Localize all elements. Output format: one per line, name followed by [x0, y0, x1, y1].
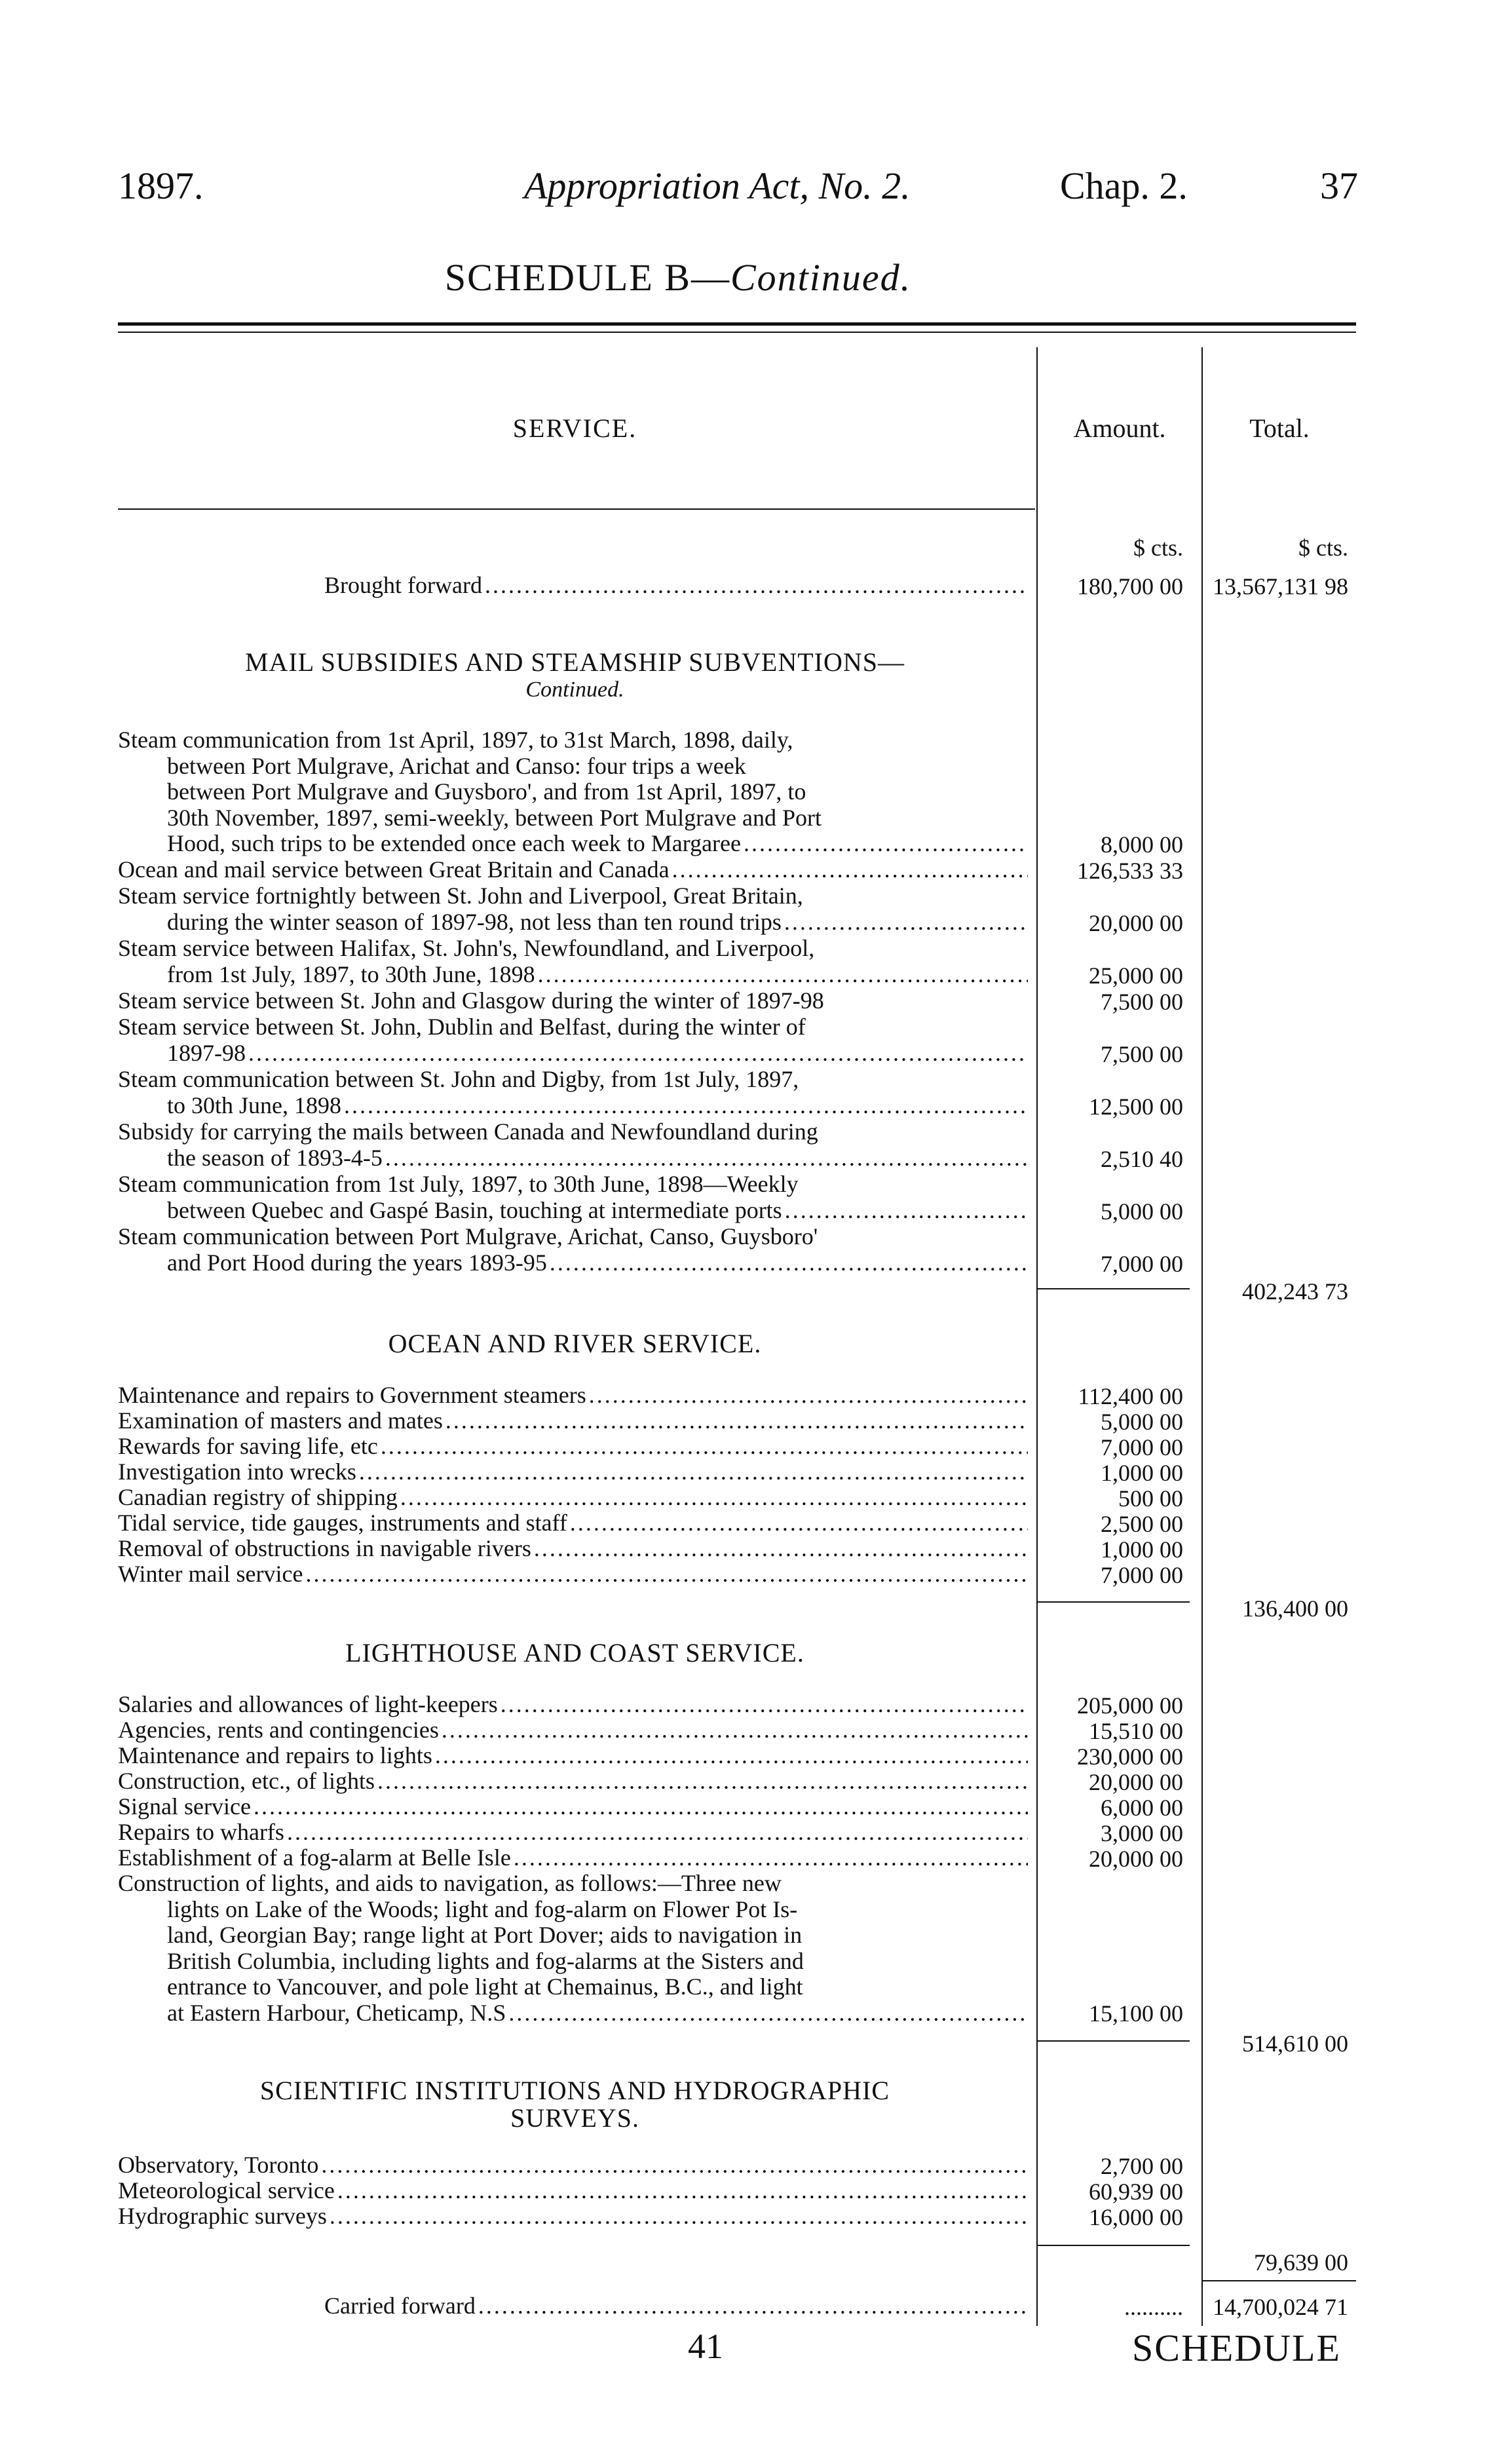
brought-forward-row: [118, 573, 1032, 599]
entry-line: Steam communication between St. John and Digby, from 1st July, 1897,: [118, 1066, 799, 1092]
section-total: 79,639 00: [1254, 2249, 1348, 2276]
entry-amount: 16,000 00: [1089, 2204, 1183, 2230]
entry-amount: 25,000 00: [1089, 963, 1183, 989]
entry-line: Repairs to wharfs: [118, 1819, 284, 1845]
section-title-text: OCEAN AND RIVER SERVICE.: [388, 1329, 762, 1358]
list-item: [118, 1119, 1032, 1171]
column-rule-amount: [1036, 347, 1038, 2326]
entry-amount: 1,000 00: [1101, 1536, 1183, 1563]
entry-line: and Port Hood during the years 1893-95: [167, 1249, 547, 1276]
entry-amount: 7,500 00: [1101, 1041, 1183, 1067]
entry-line: Salaries and allowances of light-keepers: [118, 1691, 498, 1717]
entry-line: Meteorological service: [118, 2177, 335, 2203]
entry-amount: 7,000 00: [1101, 1251, 1183, 1277]
entry-amount: 5,000 00: [1101, 1409, 1183, 1435]
carried-forward-amount: ..........: [1124, 2294, 1183, 2320]
top-rule-thin: [118, 332, 1356, 333]
entry-amount: 500 00: [1118, 1485, 1183, 1512]
section-subtitle: Continued.: [525, 677, 624, 702]
heading-rule: [118, 508, 1035, 510]
list-item: [118, 1382, 1032, 1409]
header-year: 1897.: [118, 164, 204, 207]
list-item: [118, 883, 1032, 935]
subtotal-rule: [1038, 1288, 1190, 1289]
entry-line: Steam communication between Port Mulgrave, Arichat, Canso, Guysboro': [118, 1223, 818, 1249]
entry-amount: 1,000 00: [1101, 1460, 1183, 1486]
total-rule: [1203, 2280, 1356, 2281]
list-item: [118, 1794, 1032, 1820]
entry-line: Canadian registry of shipping: [118, 1484, 398, 1510]
entry-line: Construction of lights, and aids to navigation, as follows:—Three new: [118, 1870, 782, 1896]
brought-forward-total: 13,567,131 98: [1213, 573, 1348, 600]
entry-line: Steam communication from 1st April, 1897, to 31st March, 1898, daily,: [118, 727, 793, 753]
subtotal-rule: [1038, 2245, 1190, 2246]
subtotal-rule: [1038, 1601, 1190, 1603]
entry-line: 1897-98: [167, 1039, 246, 1066]
entry-amount: 7,000 00: [1101, 1434, 1183, 1460]
entry-line: Investigation into wrecks: [118, 1458, 356, 1485]
section-title-ocean-river: [118, 1330, 1032, 1358]
entry-line: British Columbia, including lights and fog-alarms at the Sisters and: [167, 1947, 804, 1974]
entry-line: Steam communication from 1st July, 1897, to 30th June, 1898—Weekly: [118, 1171, 799, 1197]
carried-forward-label: Carried forward: [324, 2293, 476, 2319]
entry-line: Steam service between St. John, Dublin and Belfast, during the winter of: [118, 1014, 806, 1040]
brought-forward-label: Brought forward: [324, 572, 482, 598]
entry-amount: 7,500 00: [1101, 989, 1183, 1015]
entry-line: Rewards for saving life, etc: [118, 1433, 378, 1459]
brought-forward-amount: 180,700 00: [1077, 573, 1183, 600]
entry-amount: 5,000 00: [1101, 1198, 1183, 1225]
entry-amount: 60,939 00: [1089, 2179, 1183, 2205]
entry-line: between Port Mulgrave, Arichat and Canso: four trips a week: [167, 752, 746, 779]
list-item: [118, 1434, 1032, 1460]
entry-line: Hydrographic surveys: [118, 2203, 327, 2229]
entry-line: Steam service between St. John and Glasgow during the winter of 1897-98: [118, 987, 824, 1014]
catchword: SCHEDULE: [1132, 2327, 1341, 2369]
section-title-text: SURVEYS.: [510, 2103, 640, 2133]
amount-units: $ cts.: [1133, 535, 1183, 561]
entry-amount: 3,000 00: [1101, 1820, 1183, 1846]
entry-line: from 1st July, 1897, to 30th June, 1898: [167, 961, 535, 987]
entry-line: Tidal service, tide gauges, instruments and staff: [118, 1510, 567, 1536]
entry-amount: 20,000 00: [1089, 1769, 1183, 1795]
list-item: [118, 1014, 1032, 1066]
section-title-mail-subsidies: [118, 649, 1032, 704]
entry-line: Construction, etc., of lights: [118, 1768, 375, 1794]
entry-amount: 2,700 00: [1101, 2153, 1183, 2179]
entry-amount: 7,000 00: [1101, 1562, 1183, 1588]
page-number: 37: [1320, 164, 1358, 207]
entry-line: between Quebec and Gaspé Basin, touching at intermediate ports: [167, 1196, 782, 1223]
section-total: 402,243 73: [1242, 1278, 1348, 1305]
list-item: [118, 988, 1032, 1014]
entry-line: 30th November, 1897, semi-weekly, between Port Mulgrave and Port: [167, 804, 822, 831]
entry-line: to 30th June, 1898: [167, 1092, 341, 1118]
entry-amount: 112,400 00: [1078, 1383, 1183, 1409]
list-item: [118, 2178, 1032, 2204]
entry-amount: 12,500 00: [1089, 1094, 1183, 1120]
entry-line: Establishment of a fog-alarm at Belle Isle: [118, 1844, 511, 1871]
entry-amount: 15,100 00: [1089, 2000, 1183, 2027]
list-item: [118, 1871, 1032, 2026]
entry-line: at Eastern Harbour, Cheticamp, N.S: [167, 1999, 506, 2026]
entry-line: the season of 1893-4-5: [167, 1144, 383, 1171]
list-item: [118, 1224, 1032, 1276]
list-item: [118, 1536, 1032, 1562]
entry-line: lights on Lake of the Woods; light and fog-alarm on Flower Pot Is-: [167, 1896, 798, 1922]
header-title: Appropriation Act, No. 2.: [524, 164, 911, 207]
carried-forward-total: 14,700,024 71: [1213, 2294, 1348, 2320]
list-item: [118, 1485, 1032, 1511]
entry-line: land, Georgian Bay; range light at Port Dover; aids to navigation in: [167, 1922, 803, 1948]
section-title-lighthouse: [118, 1639, 1032, 1667]
list-item: [118, 1717, 1032, 1744]
entry-line: entrance to Vancouver, and pole light at Chemainus, B.C., and light: [167, 1973, 803, 2000]
entry-amount: 2,510 40: [1101, 1146, 1183, 1172]
list-item: [118, 857, 1032, 883]
total-units: $ cts.: [1298, 535, 1348, 561]
entry-line: Signal service: [118, 1793, 251, 1820]
entry-line: Hood, such trips to be extended once each week to Margaree: [167, 830, 742, 856]
list-item: [118, 1510, 1032, 1536]
list-item: [118, 1172, 1032, 1223]
entry-line: Examination of masters and mates: [118, 1407, 443, 1434]
entry-line: during the winter season of 1897-98, not less than ten round trips: [167, 908, 782, 935]
entry-line: Observatory, Toronto: [118, 2152, 319, 2178]
list-item: [118, 1408, 1032, 1434]
entry-line: Ocean and mail service between Great Britain and Canada: [118, 856, 670, 883]
header-chapter: Chap. 2.: [1060, 164, 1188, 207]
section-total: 136,400 00: [1242, 1595, 1348, 1622]
list-item: [118, 1067, 1032, 1118]
schedule-title-main: SCHEDULE B—: [444, 256, 730, 299]
section-total: 514,610 00: [1242, 2030, 1348, 2057]
list-item: [118, 1768, 1032, 1795]
list-item: [118, 2152, 1032, 2179]
section-title-text: SCIENTIFIC INSTITUTIONS AND HYDROGRAPHIC: [259, 2076, 890, 2105]
entry-amount: 230,000 00: [1077, 1744, 1183, 1770]
entry-amount: 6,000 00: [1101, 1795, 1183, 1821]
column-heading-amount: Amount.: [1073, 413, 1166, 443]
list-item: [118, 1561, 1032, 1588]
entry-line: Winter mail service: [118, 1561, 303, 1587]
entry-line: between Port Mulgrave and Guysboro', and from 1st April, 1897, to: [167, 778, 806, 805]
section-title-text: MAIL SUBSIDIES AND STEAMSHIP SUBVENTIONS—: [244, 647, 905, 677]
column-heading-service: SERVICE.: [512, 413, 637, 443]
list-item: [118, 727, 1032, 857]
entry-line: Maintenance and repairs to Government steamers: [118, 1382, 586, 1408]
entry-amount: 15,510 00: [1089, 1718, 1183, 1744]
entry-amount: 2,500 00: [1101, 1511, 1183, 1537]
list-item: [118, 936, 1032, 987]
entry-line: Steam service fortnightly between St. John and Liverpool, Great Britain,: [118, 883, 803, 909]
list-item: [118, 1459, 1032, 1485]
schedule-title-continued: Continued.: [730, 256, 912, 299]
entry-amount: 20,000 00: [1089, 910, 1183, 936]
entry-line: Agencies, rents and contingencies: [118, 1717, 439, 1743]
column-heading-total: Total.: [1249, 413, 1310, 443]
list-item: [118, 1845, 1032, 1871]
list-item: [118, 2203, 1032, 2230]
entry-amount: 20,000 00: [1089, 1846, 1183, 1872]
entry-line: Subsidy for carrying the mails between Canada and Newfoundland during: [118, 1118, 818, 1145]
signature-mark: 41: [688, 2327, 723, 2366]
top-rule-thick: [118, 322, 1356, 326]
section-title-scientific: [118, 2077, 1032, 2132]
subtotal-rule: [1038, 2040, 1190, 2042]
entry-amount: 205,000 00: [1077, 1692, 1183, 1719]
column-rule-total: [1201, 347, 1203, 2326]
section-title-text: LIGHTHOUSE AND COAST SERVICE.: [345, 1638, 804, 1668]
list-item: [118, 1820, 1032, 1846]
entry-amount: 8,000 00: [1101, 831, 1183, 858]
carried-forward-row: [118, 2293, 1032, 2319]
entry-line: Maintenance and repairs to lights: [118, 1742, 432, 1768]
entry-amount: 126,533 33: [1077, 858, 1183, 884]
schedule-title: [0, 256, 1356, 299]
entry-line: Removal of obstructions in navigable rivers: [118, 1535, 531, 1561]
list-item: [118, 1743, 1032, 1769]
entry-line: Steam service between Halifax, St. John's, Newfoundland, and Liverpool,: [118, 935, 815, 961]
list-item: [118, 1692, 1032, 1718]
